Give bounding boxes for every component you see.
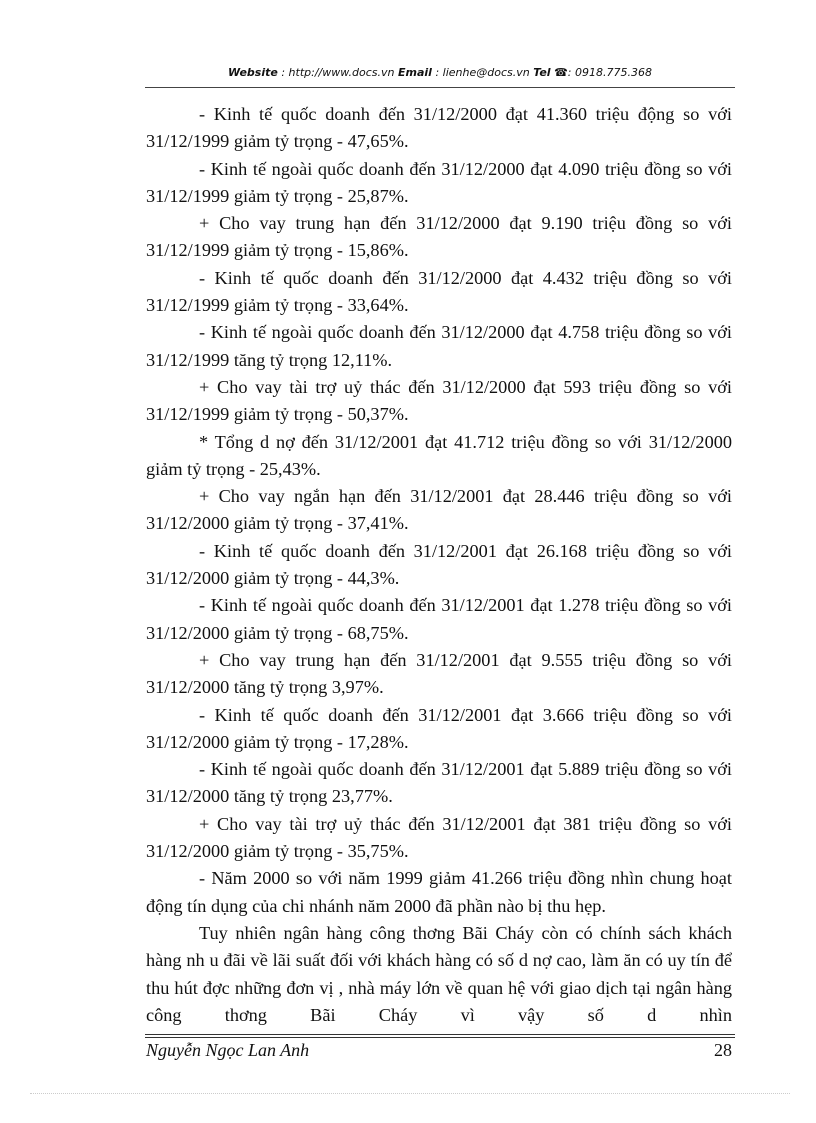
- email-value[interactable]: : lienhe@docs.vn: [435, 66, 530, 79]
- footer-author: Nguyễn Ngọc Lan Anh: [146, 1040, 310, 1060]
- paragraph: - Kinh tế quốc doanh đến 31/12/2000 đạt 4.432 triệu đồng so với 31/12/1999 giảm tỷ trọng - 33,64%.: [146, 267, 732, 316]
- paragraph: Tuy nhiên ngân hàng công thơng Bãi Cháy còn có chính sách khách hàng nh u đãi về lãi suất đối với khách hàng có số d nợ cao, làm ăn có uy tín để thu hút đợc những đơn vị , nhà máy lớn về quan hệ với giao dịch tại ngân hàng công thơng Bãi Cháy vì vậy số d nhìn: [146, 922, 732, 1025]
- paragraph: + Cho vay trung hạn đến 31/12/2001 đạt 9.555 triệu đồng so với 31/12/2000 tăng tỷ trọng 3,97%.: [146, 649, 732, 698]
- paragraph: - Năm 2000 so với năm 1999 giảm 41.266 triệu đồng nhìn chung hoạt động tín dụng của chi nhánh năm 2000 đã phần nào bị thu hẹp.: [146, 868, 732, 916]
- paragraph: + Cho vay trung hạn đến 31/12/2000 đạt 9.190 triệu đồng so với 31/12/1999 giảm tỷ trọng - 15,86%.: [146, 213, 732, 261]
- page-bottom-border: [30, 1093, 790, 1094]
- page-number: 28: [714, 1040, 732, 1060]
- footer-divider-top: [145, 1034, 735, 1035]
- website-value[interactable]: : http://www.docs.vn: [281, 66, 395, 79]
- paragraph: - Kinh tế ngoài quốc doanh đến 31/12/2000 đạt 4.090 triệu đồng so với 31/12/1999 giảm tỷ trọng - 25,87%.: [146, 158, 732, 206]
- paragraph: - Kinh tế quốc doanh đến 31/12/2001 đạt 3.666 triệu đồng so với 31/12/2000 giảm tỷ trọng - 17,28%.: [146, 704, 732, 752]
- email-label: Email: [398, 66, 432, 79]
- paragraph: - Kinh tế ngoài quốc doanh đến 31/12/2000 đạt 4.758 triệu đồng so với 31/12/1999 tăng tỷ trọng 12,11%.: [146, 322, 732, 370]
- paragraph: * Tổng d nợ đến 31/12/2001 đạt 41.712 triệu đồng so với 31/12/2000 giảm tỷ trọng - 25,43%.: [146, 431, 732, 479]
- phone-icon: ☎: [554, 66, 568, 79]
- website-label: Website: [228, 66, 278, 79]
- paragraph: - Kinh tế ngoài quốc doanh đến 31/12/2001 đạt 1.278 triệu đồng so với 31/12/2000 giảm tỷ trọng - 68,75%.: [146, 595, 732, 643]
- document-body: [146, 101, 732, 1029]
- paragraph: + Cho vay tài trợ uỷ thác đến 31/12/2001 đạt 381 triệu đồng so với 31/12/2000 giảm tỷ trọng - 35,75%.: [146, 813, 732, 862]
- header-divider: [145, 87, 735, 88]
- paragraph: + Cho vay ngắn hạn đến 31/12/2001 đạt 28.446 triệu đồng so với 31/12/2000 giảm tỷ trọng - 37,41%.: [146, 486, 732, 534]
- tel-value: : 0918.775.368: [567, 66, 652, 79]
- footer-divider-bottom: [145, 1037, 735, 1038]
- paragraph: - Kinh tế ngoài quốc doanh đến 31/12/2001 đạt 5.889 triệu đồng so với 31/12/2000 tăng tỷ trọng 23,77%.: [146, 759, 732, 807]
- paragraph: + Cho vay tài trợ uỷ thác đến 31/12/2000 đạt 593 triệu đồng so với 31/12/1999 giảm tỷ trọng - 50,37%.: [146, 376, 732, 425]
- page-header: [145, 66, 735, 86]
- paragraph: - Kinh tế quốc doanh đến 31/12/2000 đạt 41.360 triệu động so với 31/12/1999 giảm tỷ trọng - 47,65%.: [146, 104, 732, 152]
- paragraph: - Kinh tế quốc doanh đến 31/12/2001 đạt 26.168 triệu đồng so với 31/12/2000 giảm tỷ trọng - 44,3%.: [146, 540, 732, 589]
- tel-label: Tel: [533, 66, 551, 79]
